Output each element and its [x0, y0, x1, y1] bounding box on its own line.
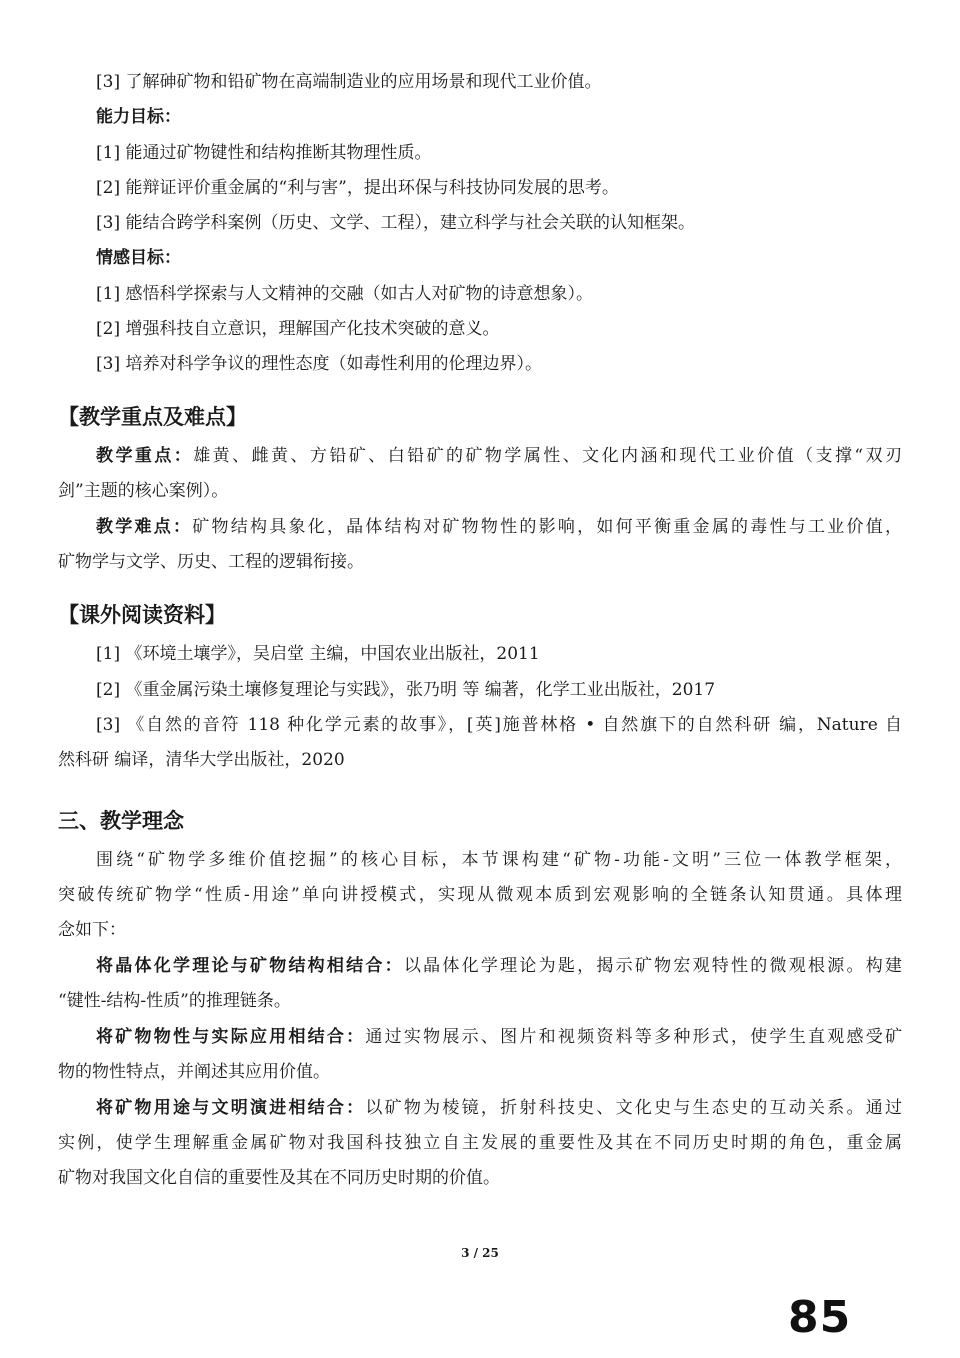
philosophy-heading: 三、教学理念 [58, 808, 184, 833]
emotion-goal-item-2: [2] 增强科技自立意识，理解国产化技术突破的意义。 [96, 319, 500, 339]
principle-3-line-3: 矿物对我国文化自信的重要性及其在不同历史时期的价值。 [58, 1168, 500, 1188]
philosophy-intro-line-3: 念如下： [58, 920, 126, 940]
ability-goal-item-3: [3] 能结合跨学科案例（历史、文学、工程），建立科学与社会关联的认知框架。 [96, 213, 695, 233]
reading-item-3-line-2: 然科研 编译，清华大学出版社，2020 [58, 750, 345, 770]
philosophy-intro-line-1: 围绕“矿物学多维价值挖掘”的核心目标，本节课构建“矿物-功能-文明”三位一体教学框架， [96, 850, 902, 870]
principle-3-label: 将矿物用途与文明演进相结合： [96, 1098, 366, 1118]
principle-2-line-1 [96, 1025, 902, 1049]
reading-item-3-line-1: [3] 《自然的音符 118 种化学元素的故事》，[英]施普林格 • 自然旗下的自然科研 编，Nature 自 [96, 715, 902, 735]
teaching-difficulty-line-2: 矿物学与文学、历史、工程的逻辑衔接。 [58, 552, 364, 572]
teaching-focus-line-2: 剑”主题的核心案例）。 [58, 481, 229, 501]
teaching-difficulty-line-1 [96, 515, 902, 539]
page-number-large: 85 [788, 1292, 852, 1343]
key-points-heading: 【教学重点及难点】 [58, 404, 247, 429]
principle-1-line-2: “键性-结构-性质”的推理链条。 [58, 991, 291, 1011]
knowledge-goal-item-3: [3] 了解砷矿物和铅矿物在高端制造业的应用场景和现代工业价值。 [96, 72, 602, 92]
teaching-difficulty-text: 矿物结构具象化，晶体结构对矿物物性的影响，如何平衡重金属的毒性与工业价值， [192, 517, 903, 537]
teaching-focus-line-1 [96, 444, 902, 468]
page-indicator: 3 / 25 [461, 1246, 499, 1260]
teaching-focus-label: 教学重点： [96, 446, 194, 466]
ability-goal-item-2: [2] 能辩证评价重金属的“利与害”，提出环保与科技协同发展的思考。 [96, 178, 619, 198]
reading-heading: 【课外阅读资料】 [58, 602, 226, 627]
principle-1-label: 将晶体化学理论与矿物结构相结合： [96, 956, 404, 976]
teaching-difficulty-label: 教学难点： [96, 517, 193, 537]
reading-item-1: [1] 《环境土壤学》，吴启堂 主编，中国农业出版社，2011 [96, 644, 540, 664]
reading-item-2: [2] 《重金属污染土壤修复理论与实践》，张乃明 等 编著，化学工业出版社，2017 [96, 680, 716, 700]
principle-2-label: 将矿物物性与实际应用相结合： [96, 1027, 366, 1047]
principle-3-text: 以矿物为棱镜，折射科技史、文化史与生态史的互动关系。通过 [365, 1098, 903, 1118]
emotion-goal-item-3: [3] 培养对科学争议的理性态度（如毒性利用的伦理边界）。 [96, 354, 542, 374]
emotion-goals-heading: 情感目标： [96, 248, 181, 268]
ability-goals-heading: 能力目标： [96, 107, 181, 127]
principle-1-line-1 [96, 954, 902, 978]
philosophy-intro-line-2: 突破传统矿物学“性质-用途”单向讲授模式，实现从微观本质到宏观影响的全链条认知贯通。具体理 [58, 885, 902, 905]
principle-1-text: 以晶体化学理论为匙，揭示矿物宏观特性的微观根源。构建 [403, 956, 903, 976]
principle-3-line-2: 实例，使学生理解重金属矿物对我国科技独立自主发展的重要性及其在不同历史时期的角色，重金属 [58, 1133, 902, 1153]
principle-2-text: 通过实物展示、图片和视频资料等多种形式，使学生直观感受矿 [365, 1027, 903, 1047]
emotion-goal-item-1: [1] 感悟科学探索与人文精神的交融（如古人对矿物的诗意想象）。 [96, 284, 593, 304]
principle-2-line-2: 物的物性特点，并阐述其应用价值。 [58, 1062, 330, 1082]
principle-3-line-1 [96, 1096, 902, 1120]
teaching-focus-text: 雄黄、雌黄、方铅矿、白铅矿的矿物学属性、文化内涵和现代工业价值（支撑“双刃 [193, 446, 902, 466]
ability-goal-item-1: [1] 能通过矿物键性和结构推断其物理性质。 [96, 143, 432, 163]
